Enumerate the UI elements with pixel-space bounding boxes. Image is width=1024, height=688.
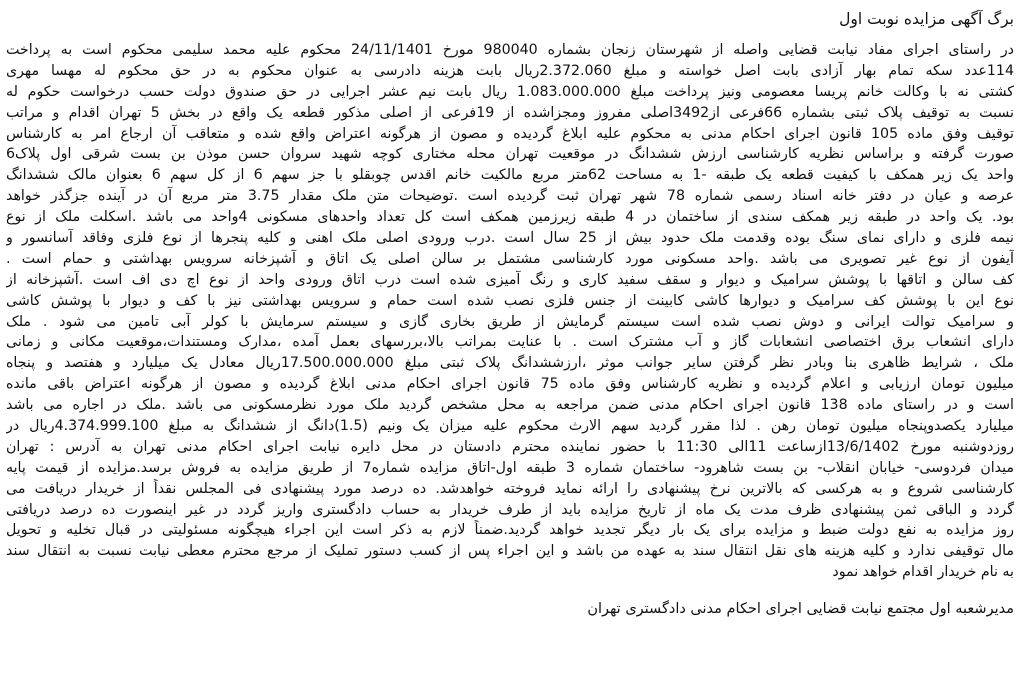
body-line: صورت گرفته و براساس نظریه کارشناسی ارزش ششدانگ در موقعیت تهران محله مختاری کوچه شهید سروان حسن موذن بن بست شرقی اول پلاک6 bbox=[6, 146, 1014, 163]
body-line: و سرامیک توالت ایرانی و دوش نصب شده است سیستم گرمایش از طریق بخاری گازی و سیستم سرمایش با کولر آبی تامین می شود . ملک bbox=[6, 313, 1014, 330]
body-line: بود. یک واحد در طبقه زیر همکف سندی از ساختمان در 4 طبقه زیرزمین همکف است کل تعداد واحدهای مسکونی 4واحد می باشد .اسکلت ملک از نوع bbox=[6, 209, 1014, 226]
body-line: میلیارد یکصدوپنجاه میلیون تومان رهن . لذا مقرر گردید سهم الارث محکوم علیه میزان یک ونیم (1.5)دانگ از ششدانگ به مبلغ 4.374.999.100ریال در bbox=[6, 418, 1014, 435]
body-line: واحد یک زیر همکف با کیفیت قطعه یک طبقه -1 به مساحت 62متر مربع مالکیت خانم اقدس چوبقلو با جز سهم 6 از کل سهم 6 بعنوان مالک ششدانگ bbox=[6, 167, 1014, 184]
body-line: است و در راستای ماده 138 قانون اجرای احکام مدنی ضمن مراجعه به محل مشخص گردید ملک مورد نظرمسکونی می باشد .ملک در اجاره می باشد bbox=[6, 397, 1014, 414]
body-line: توقیف وفق ماده 105 قانون اجرای احکام مدنی به محکوم علیه ابلاغ گردیده و مصون از هرگونه اعتراض واقع شده و متعاقب آن ارجاع امر به کارشناس bbox=[6, 125, 1014, 142]
body-line: نسبت به توقیف پلاک ثبتی بشماره 66فرعی از3492اصلی مفروز ومجزاشده از 19فرعی از اصلی مذکور قطعه یک واقع در بخش 5 تهران اقدام و مراتب bbox=[6, 104, 1014, 121]
body-line: کارشناسی شروع و به هرکسی که بالاترین نرخ پیشنهادی را ارائه نماید فروخته خواهدشد. ده درصد مورد پیشنهادی فی المجلس نقداً از خریدار دریافت می bbox=[6, 480, 1014, 497]
body-line: میدان فردوسی- خیابان انقلاب- بن بست شاهرود- ساختمان شماره 3 طبقه اول-اتاق مزایده شماره7 از طریق مزایده به فروش برسد.مزایده از قیمت پایه bbox=[6, 459, 1014, 476]
body-line: دارای انشعاب برق اختصاصی انشعابات گاز و آب مشترک است . با عنایت بمراتب بالا،بررسهای بعمل آمده ،مدارک ومستندات،موقعیت مکانی و زمانی bbox=[6, 334, 1014, 351]
body-line: 114عدد سکه تمام بهار آزادی بابت اصل خواسته و مبلغ 2.372.060ریال بابت هزینه دادرسی به عنوان محکوم به در حق محکوم له مهسا مهری bbox=[6, 62, 1014, 79]
notice-title: برگ آگهی مزایده نوبت اول bbox=[839, 10, 1014, 28]
body-line: در راستای اجرای مفاد نیابت قضایی واصله از شهرستان زنجان بشماره 980040 مورخ 24/11/1401 محکوم علیه محمد سلیمی محکوم است به پرداخت bbox=[6, 42, 1014, 58]
signature-line: مدیرشعبه اول مجتمع نیابت قضایی اجرای احکام مدنی دادگستری تهران bbox=[587, 601, 1014, 618]
body-line: کشتی نه با وکالت خانم پریسا معصومی ونیز پرداخت مبلغ 1.083.000.000 ریال بابت نیم عشر اجرایی در حق صندوق دولت حسب درخواست حکوم له bbox=[6, 83, 1014, 100]
body-line: کف سالن و اتاقها با پوشش سرامیک و دیوار و سقف سفید کاری و رنگ آمیزی شده است درب اتاق ورودی واحد از نوع اچ دی اف است .آشپزخانه از bbox=[6, 271, 1014, 288]
body-line: ملک ، شرایط ظاهری بنا وبادر نظر گرفتن سایر جوانب موثر ،ارزششدانگ پلاک ثبتی مبلغ 17.500.000.000ریال معادل یک میلیارد و هفتصد و پنجاه bbox=[6, 355, 1014, 372]
body-line: مال توقیفی ندارد و کلیه هزینه های نقل انتقال سند به عهده من باشد و این اجراء پس از کسب دستور تملیک از مرجع محترم معطی نیابت نسبت به انتقال سند bbox=[6, 543, 1014, 560]
body-line: عرصه و عیان در دفتر خانه اسناد رسمی شماره 78 شهر تهران ثبت گردیده است .توضیحات متن ملک مقدار 3.75 متر مربع آن در آینده جزگذر خواهد bbox=[6, 188, 1014, 205]
body-line: آیفون از نوع غیر تصویری می باشد .واحد مسکونی مورد کارشناسی مشتمل بر سالن اصلی یک اتاق و آشپزخانه سرویس بهداشتی و حمام است . bbox=[6, 250, 1014, 267]
body-line: میلیون تومان ارزیابی و اعلام گردیده و نظریه کارشناس وفق ماده 75 قانون اجرای احکام مدنی ابلاغ گردیده و مصون از هرگونه اعتراض باقی مانده bbox=[6, 376, 1014, 393]
body-line: گردد و الباقی ثمن پیشنهادی ظرف مدت یک ماه از تاریخ مزایده باید از طرف خریدار به حساب دادگستری واریز گردد در غیر اینصورت ده درصد دریافتی bbox=[6, 501, 1014, 518]
body-line: به نام خریدار اقدام خواهد نمود bbox=[832, 564, 1014, 581]
body-line: روزدوشنبه مورخ 13/6/1402ازساعت 11الی 11:30 با حضور نماینده محترم دادستان در محل دایره نیابت اجرای احکام مدنی تهران به آدرس : تهران bbox=[6, 438, 1014, 455]
body-line: نوع این با پوشش کف سرامیک و دیوارها کاشی کابینت از جنس فلزی نصب شده است حمام و سرویس بهداشتی نیز با کف و دیوار با پوشش کاشی bbox=[6, 292, 1014, 309]
notice-body bbox=[6, 40, 1014, 583]
body-line: روز مزایده به نفع دولت ضبط و مزایده برای یک بار دیگر تجدید خواهد گردید.ضمناً لازم به ذکر است این اجراء هیچگونه مسئولیتی در قبال تخلیه و تحویل bbox=[6, 522, 1014, 539]
body-line: نیمه فلزی و دارای نمای سنگ بوده وقدمت ملک حدود بیش از 25 سال است .درب ورودی اصلی ملک اهنی و کلیه پنجرها از نوع فلزی وفاقد آسانسور و bbox=[6, 230, 1014, 247]
signature-block bbox=[6, 599, 1014, 620]
